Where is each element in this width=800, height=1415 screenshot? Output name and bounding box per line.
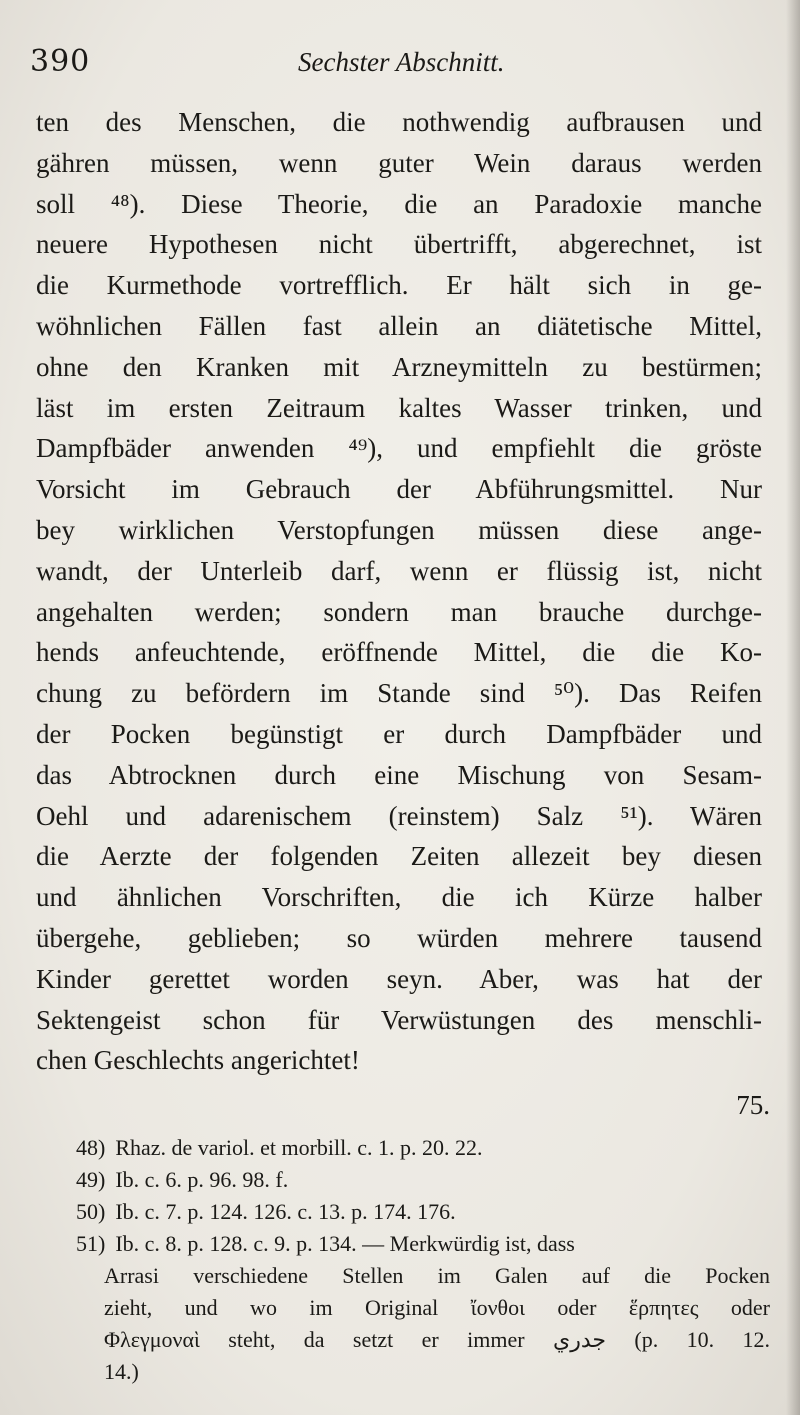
- text-line: ten des Menschen, die nothwendig aufbrausen und: [36, 107, 762, 137]
- text-line: Oehl und adarenischem (reinstem) Salz ⁵¹). Wären: [36, 800, 762, 831]
- footnote-number: 51): [76, 1231, 106, 1256]
- text-line: chung zu befördern im Stande sind ⁵⁰). Das Reifen: [36, 678, 762, 709]
- footnote-continuation: Φλεγμοναὶ steht, da setzt er immer جدري (p. 10. 12.: [104, 1327, 770, 1352]
- footnote-continuation: Arrasi verschiedene Stellen im Galen auf die Pocken: [104, 1263, 770, 1288]
- footnote-text: Ib. c. 8. p. 128. c. 9. p. 134. — Merkwürdig ist, dass: [115, 1231, 575, 1256]
- footnote-number: 50): [76, 1199, 106, 1224]
- footnote-text: Ib. c. 6. p. 96. 98. f.: [115, 1167, 289, 1192]
- text-line: chen Geschlechts angerichtet!: [36, 1045, 360, 1076]
- footnote: [76, 1228, 770, 1260]
- text-line: angehalten werden; sondern man brauche durchge-: [36, 596, 762, 627]
- footnote-text: Ib. c. 7. p. 124. 126. c. 13. p. 174. 176.: [115, 1199, 456, 1224]
- text-line: und ähnlichen Vorschriften, die ich Kürze halber: [36, 882, 762, 913]
- footnote-number: 48): [76, 1135, 106, 1160]
- page-edge-shadow: [786, 0, 800, 1415]
- footnote: [76, 1164, 770, 1196]
- text-line: der Pocken begünstigt er durch Dampfbäder und: [36, 718, 762, 749]
- page-number: 390: [30, 44, 91, 79]
- text-line: übergehe, geblieben; so würden mehrere tausend: [36, 922, 762, 953]
- footnote-text: Rhaz. de variol. et morbill. c. 1. p. 20. 22.: [115, 1135, 483, 1160]
- text-line: hends anfeuchtende, eröffnende Mittel, die die Ko-: [36, 637, 762, 668]
- footnote-number: 49): [76, 1167, 106, 1192]
- text-line: ohne den Kranken mit Arzneymitteln zu bestürmen;: [36, 351, 762, 382]
- main-text: [36, 102, 762, 1081]
- footnote-continuation: zieht, und wo im Original ἴονθοι oder ἕρπητες oder: [104, 1295, 770, 1320]
- catchword: 75.: [736, 1090, 770, 1120]
- text-line: wandt, der Unterleib darf, wenn er flüssig ist, nicht: [36, 555, 762, 586]
- footnotes: [76, 1132, 770, 1388]
- text-line: läst im ersten Zeitraum kaltes Wasser trinken, und: [36, 392, 762, 423]
- page-header: [30, 38, 760, 86]
- running-head: Sechster Abschnitt.: [298, 47, 505, 77]
- text-line: bey wirklichen Verstopfungen müssen diese ange-: [36, 514, 762, 545]
- text-line: Dampfbäder anwenden ⁴⁹), und empfiehlt die gröste: [36, 433, 762, 464]
- text-line: soll ⁴⁸). Diese Theorie, die an Paradoxie manche: [36, 188, 762, 219]
- text-line: Vorsicht im Gebrauch der Abführungsmittel. Nur: [36, 474, 762, 505]
- text-line: Sektengeist schon für Verwüstungen des menschli-: [36, 1004, 762, 1035]
- text-line: gähren müssen, wenn guter Wein daraus werden: [36, 147, 762, 178]
- text-line: die Aerzte der folgenden Zeiten allezeit bey diesen: [36, 841, 762, 872]
- text-line: das Abtrocknen durch eine Mischung von Sesam-: [36, 759, 762, 790]
- footnote: [76, 1196, 770, 1228]
- text-line: Kinder gerettet worden seyn. Aber, was hat der: [36, 963, 762, 994]
- text-line: die Kurmethode vortrefflich. Er hält sich in ge-: [36, 270, 762, 301]
- text-line: wöhnlichen Fällen fast allein an diätetische Mittel,: [36, 310, 762, 341]
- footnote-continuation: 14.): [104, 1359, 139, 1384]
- text-line: neuere Hypothesen nicht übertrifft, abgerechnet, ist: [36, 229, 762, 260]
- footnote: [76, 1132, 770, 1164]
